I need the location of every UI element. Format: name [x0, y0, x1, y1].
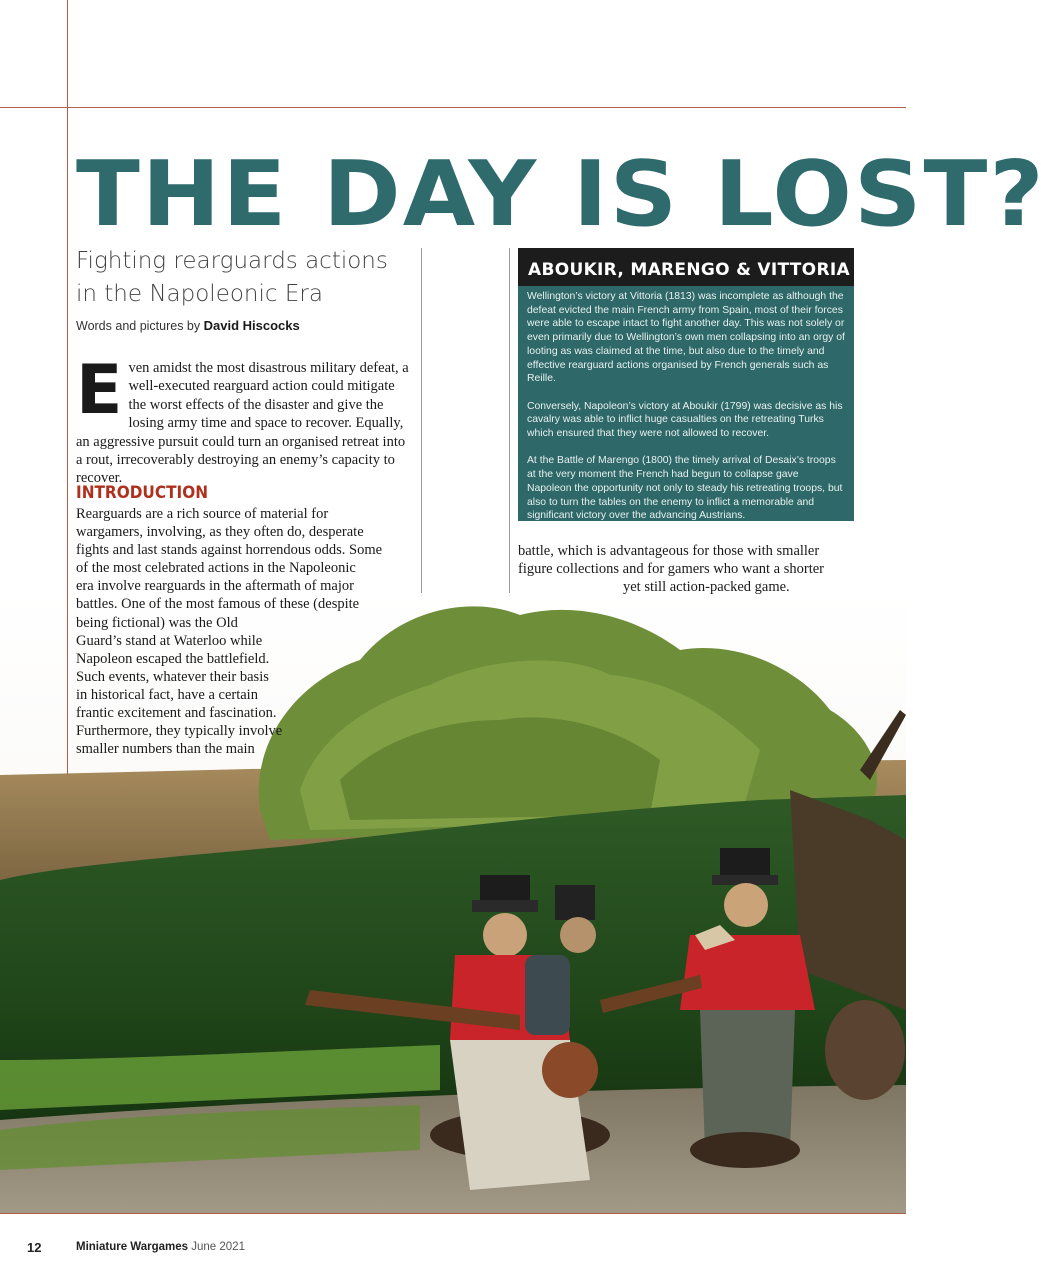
body-text-right — [518, 542, 824, 596]
author-name: David Hiscocks — [203, 318, 300, 333]
sidebar-paragraph: At the Battle of Marengo (1800) the timely arrival of Desaix’s troops at the very moment the French had begun to collapse gave Napoleon the opportunity not only to steady his retreating troops, but also to turn the tables on the enemy to inflict a memorable and significant victory over the advancing Austrians. — [527, 455, 843, 522]
body-line: Furthermore, they typically involve — [76, 723, 283, 740]
body-line: wargamers, involving, as they often do, desperate — [76, 524, 364, 541]
intro-paragraph — [76, 351, 414, 488]
left-margin-rule — [67, 0, 68, 775]
page-number: 12 — [27, 1240, 42, 1255]
sidebar-body — [518, 286, 854, 523]
body-line: of the most celebrated actions in the Napoleonic — [76, 560, 356, 577]
column-rule-right — [509, 248, 510, 593]
magazine-name: Miniature Wargames — [76, 1241, 189, 1253]
byline-prefix: Words and pictures by — [76, 319, 201, 333]
sidebar-paragraph: Wellington’s victory at Vittoria (1813) was incomplete as although the defeat evicted the main French army from Spain, most of their forces were able to escape intact to fight another day. This was not solely or even primarily due to Wellington’s own men collapsing into an orgy of looting as was claimed at the time, but also due to the timely and effective rearguard actions organised by French generals such as Reille. — [527, 291, 845, 385]
sidebar-box — [518, 248, 854, 521]
sidebar-heading: ABOUKIR, MARENGO & VITTORIA — [518, 248, 854, 286]
top-rule — [0, 107, 906, 108]
sidebar-paragraph: Conversely, Napoleon’s victory at Aboukir (1799) was decisive as his cavalry was able to inflict huge casualties on the retreating Turks which ensured that they were not allowed to recover. — [527, 400, 843, 440]
article-subtitle: Fighting rearguards actions in the Napoleonic Era — [76, 248, 388, 307]
body-line: Guard’s stand at Waterloo while — [76, 632, 263, 649]
body-text-left — [76, 505, 382, 758]
magazine-credit — [76, 1241, 245, 1253]
body-line: Rearguards are a rich source of material for — [76, 506, 329, 522]
body-line: smaller numbers than the main — [76, 741, 255, 758]
body-line: Such events, whatever their basis — [76, 668, 269, 685]
section-heading-introduction: INTRODUCTION — [76, 483, 209, 503]
body-line: yet still action-packed game. — [623, 579, 790, 596]
drop-cap: E — [76, 351, 123, 430]
body-line: battles. One of the most famous of these (despite — [76, 596, 360, 613]
body-line: frantic excitement and fascination. — [76, 705, 277, 722]
body-line: battle, which is advantageous for those with smaller — [518, 543, 820, 559]
body-line: fights and last stands against horrendous odds. Some — [76, 542, 383, 559]
issue-date: June 2021 — [191, 1241, 245, 1253]
body-line: figure collections and for gamers who want a shorter — [518, 561, 825, 578]
body-line: Napoleon escaped the battlefield. — [76, 650, 270, 667]
article-title: THE DAY IS LOST? — [76, 142, 1046, 247]
footer-rule — [0, 1213, 906, 1214]
byline — [76, 318, 300, 333]
body-line: being fictional) was the Old — [76, 614, 238, 631]
body-line: in historical fact, have a certain — [76, 686, 258, 703]
body-line: era involve rearguards in the aftermath of major — [76, 578, 354, 595]
intro-text: ven amidst the most disastrous military defeat, a well-executed rearguard action could mitigate the worst effects of the disaster and give the losing army time and space to recover. Equally, an aggressive pursuit could turn an organised retreat into a rout, irrecoverably destroying an enemy’s capacity to recover. — [76, 360, 409, 487]
column-rule-left — [421, 248, 422, 593]
